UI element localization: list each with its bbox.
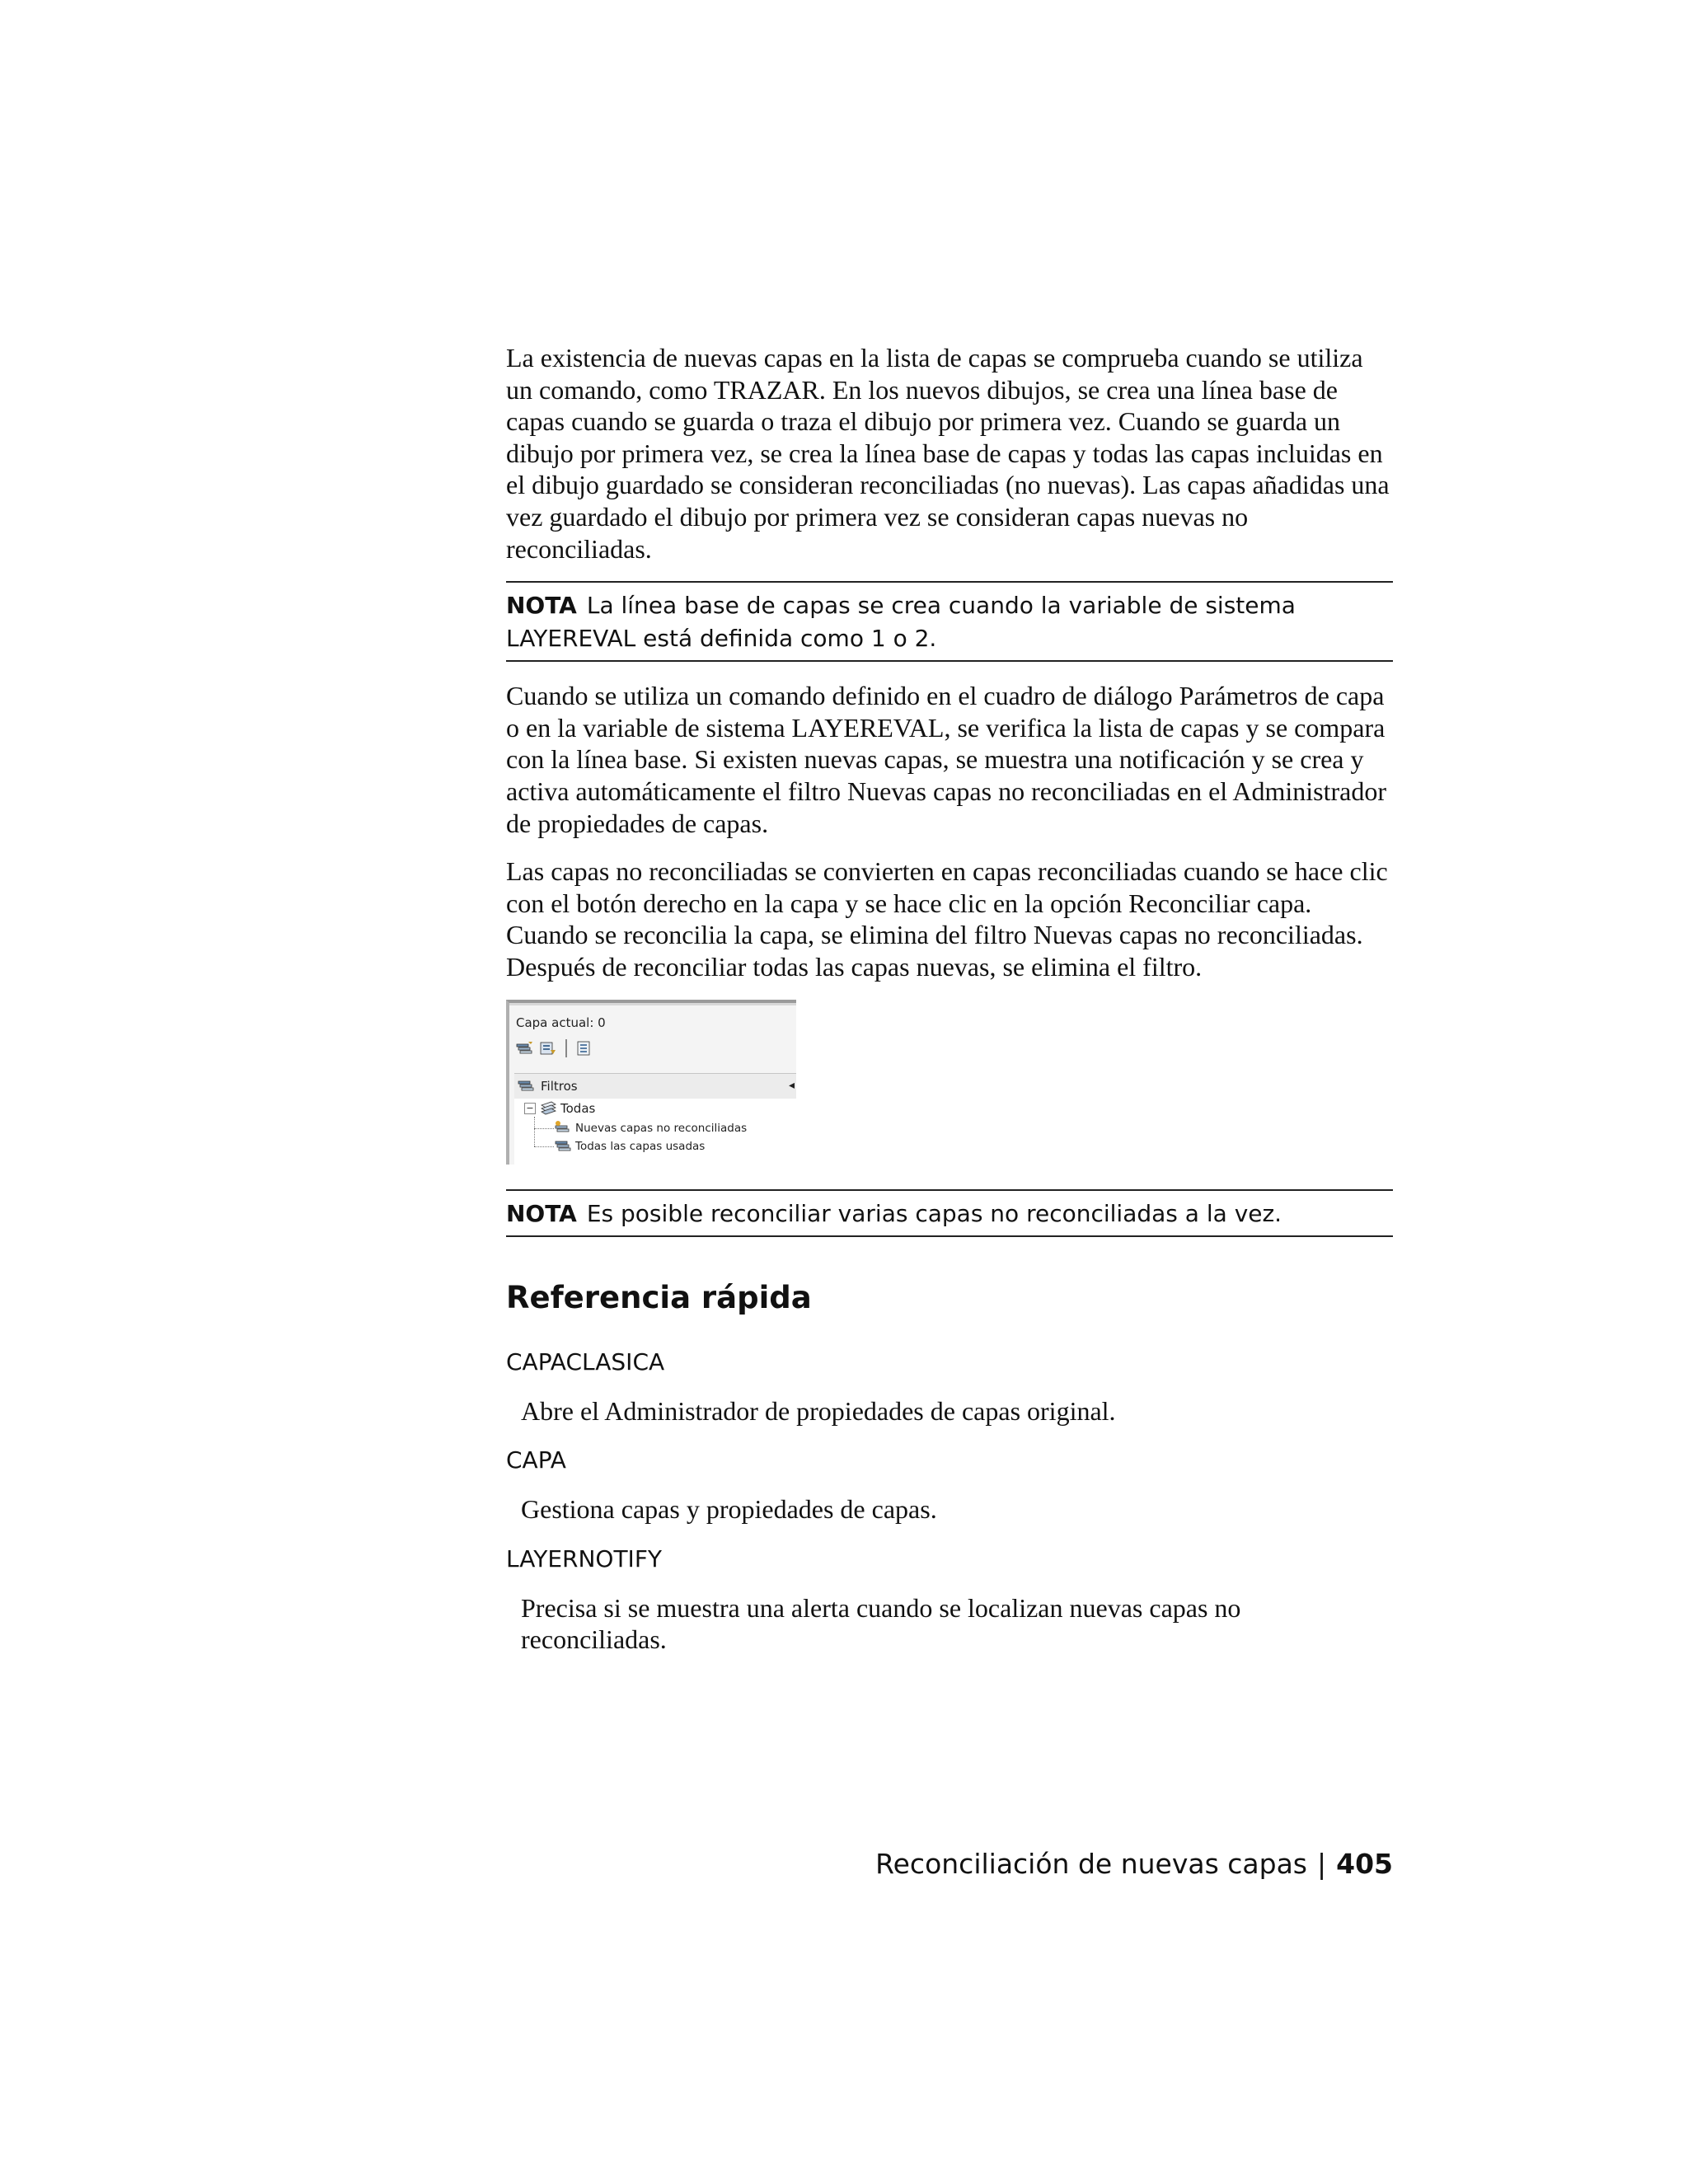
- note-label: NOTA: [506, 592, 577, 620]
- page-number: 405: [1336, 1848, 1393, 1880]
- tree-connector: [534, 1146, 554, 1147]
- reference-command: CAPACLASICA: [506, 1347, 665, 1376]
- new-group-filter-icon[interactable]: [539, 1040, 557, 1057]
- tree-item-label: Todas: [560, 1100, 596, 1116]
- current-layer-label: Capa actual: 0: [516, 1015, 606, 1030]
- footer-separator: |: [1316, 1848, 1327, 1880]
- toolbar-separator: [565, 1039, 567, 1057]
- new-property-filter-icon[interactable]: [516, 1040, 534, 1057]
- figure-toolbar: [516, 1039, 593, 1057]
- layer-states-manager-icon[interactable]: [575, 1040, 593, 1057]
- reference-description: Abre el Administrador de propiedades de capas original.: [521, 1395, 1116, 1426]
- layer-stack-icon: [539, 1100, 557, 1117]
- filters-label: Filtros: [541, 1078, 578, 1094]
- note-box: [506, 581, 1393, 662]
- reference-description: Gestiona capas y propiedades de capas.: [521, 1494, 937, 1525]
- reference-command: LAYERNOTIFY: [506, 1544, 663, 1572]
- note-text: La línea base de capas se crea cuando la variable de sistema LAYEREVAL está definida como 1 o 2.: [506, 592, 1296, 653]
- unreconciled-filter-icon: [554, 1120, 572, 1137]
- reference-command: CAPA: [506, 1446, 566, 1474]
- tree-item-todas[interactable]: [524, 1100, 595, 1117]
- collapse-arrow-icon[interactable]: ◂: [788, 1078, 795, 1092]
- layer-manager-screenshot: [506, 1000, 796, 1165]
- collapse-toggle-icon[interactable]: −: [524, 1103, 536, 1114]
- tree-item-unreconciled[interactable]: [554, 1120, 747, 1137]
- footer-section-title: Reconciliación de nuevas capas: [875, 1848, 1307, 1880]
- tree-item-label: Nuevas capas no reconciliadas: [575, 1121, 748, 1135]
- page-footer: [875, 1848, 1393, 1880]
- tree-item-used-layers[interactable]: [554, 1138, 705, 1155]
- used-layers-filter-icon: [554, 1138, 572, 1155]
- paragraph-intro: La existencia de nuevas capas en la lista de capas se comprueba cuando se utiliza un comando, como TRAZAR. En los nuevos dibujos, se crea una línea base de capas cuando se guarda o traza el dibujo por primera vez. Cuando se guarda un dibujo por primera vez, se crea la línea base de capas y todas las capas incluidas en el dibujo guardado se consideran reconciliadas (no nuevas). Las capas añadidas una vez guardado el dibujo por primera vez se consideran capas nuevas no reconciliadas.: [506, 343, 1390, 564]
- reference-description: Precisa si se muestra una alerta cuando se localizan nuevas capas no reconciliadas.: [521, 1592, 1241, 1655]
- note-box: [506, 1189, 1393, 1237]
- note-text: Es posible reconciliar varias capas no reconciliadas a la vez.: [586, 1199, 1282, 1227]
- paragraph-reconcile: Las capas no reconciliadas se convierten en capas reconciliadas cuando se hace clic con el botón derecho en la capa y se hace clic en la opción Reconciliar capa. Cuando se reconcilia la capa, se elimina del filtro Nuevas capas no reconciliadas. Después de reconciliar todas las capas nuevas, se elimina el filtro.: [506, 856, 1388, 982]
- page-content: [506, 342, 1393, 1675]
- paragraph-verification: Cuando se utiliza un comando definido en el cuadro de diálogo Parámetros de capa o en la variable de sistema LAYEREVAL, se verifica la lista de capas y se compara con la línea base. Si existen nuevas capas, se muestra una notificación y se crea y activa automáticamente el filtro Nuevas capas no reconciliadas en el Administrador de propiedades de capas.: [506, 681, 1387, 838]
- filter-icon: [518, 1078, 536, 1094]
- figure-top-border: [509, 1003, 796, 1005]
- tree-connector: [534, 1117, 535, 1146]
- tree-connector: [534, 1128, 554, 1129]
- filter-tree: [514, 1099, 796, 1165]
- filters-header[interactable]: [514, 1073, 796, 1099]
- tree-item-label: Todas las capas usadas: [575, 1139, 706, 1153]
- note-label: NOTA: [506, 1199, 577, 1227]
- quick-reference-title: Referencia rápida: [506, 1279, 812, 1315]
